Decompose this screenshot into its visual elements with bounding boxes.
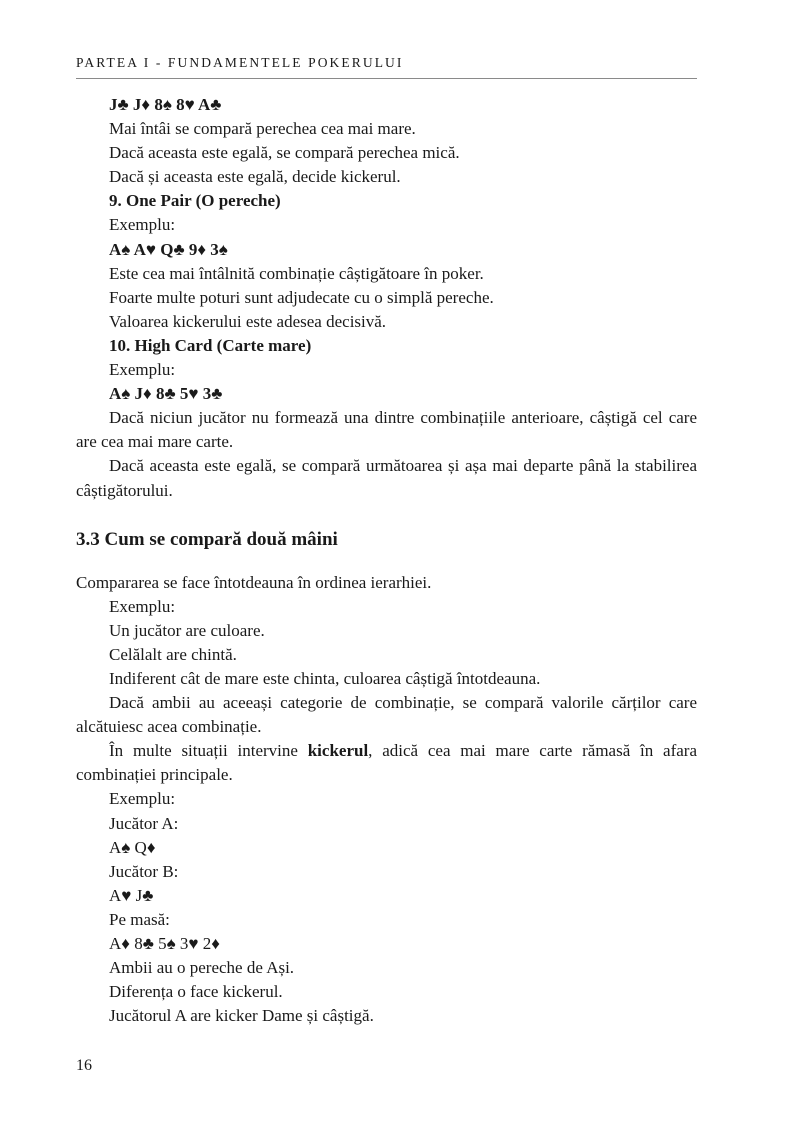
text-line: Dacă aceasta este egală, se compară perechea mică. bbox=[109, 143, 460, 163]
section-heading: 3.3 Cum se compară două mâini bbox=[76, 528, 338, 550]
body-text bbox=[76, 93, 697, 1028]
hand-example-two-pair: J♣ J♦ 8♠ 8♥ A♣ bbox=[109, 95, 222, 114]
paragraph: Dacă ambii au aceeași categorie de combinație, se compară valorile cărților care alcătuiesc acea combinație. bbox=[76, 693, 697, 737]
kicker-term: kickerul bbox=[307, 741, 369, 761]
text-line: Valoarea kickerului este adesea decisivă. bbox=[109, 311, 387, 331]
text-span: În multe situații intervine bbox=[109, 741, 308, 761]
paragraph: Dacă niciun jucător nu formează una dintre combinațiile anterioare, câștigă cel care are cea mai mare carte. bbox=[76, 408, 697, 452]
player-a-label: Jucător A: bbox=[109, 813, 179, 833]
paragraph-kicker bbox=[76, 739, 697, 787]
text-line: Foarte multe poturi sunt adjudecate cu o simplă pereche. bbox=[109, 287, 494, 307]
text-line: Este cea mai întâlnită combinație câștigătoare în poker. bbox=[109, 263, 484, 283]
text-line: Mai întâi se compară perechea cea mai mare. bbox=[109, 119, 416, 139]
subheading-high-card: 10. High Card (Carte mare) bbox=[109, 335, 312, 355]
subheading-one-pair: 9. One Pair (O pereche) bbox=[109, 191, 281, 211]
text-span: , adică cea mai mare carte rămasă în afara combinației principale. bbox=[76, 741, 697, 785]
text-line: Diferența o face kickerul. bbox=[109, 982, 283, 1002]
board-cards: A♦ 8♣ 5♠ 3♥ 2♦ bbox=[109, 934, 220, 953]
text-line: Indiferent cât de mare este chinta, culoarea câștigă întotdeauna. bbox=[109, 668, 541, 688]
running-header: PARTEA I - FUNDAMENTELE POKERULUI bbox=[76, 55, 404, 70]
player-b-hand: A♥ J♣ bbox=[109, 885, 154, 905]
hand-example-high-card: A♠ J♦ 8♣ 5♥ 3♣ bbox=[109, 384, 223, 404]
board-label: Pe masă: bbox=[109, 909, 170, 929]
example-label: Exemplu: bbox=[109, 360, 176, 380]
header-rule bbox=[76, 78, 697, 79]
text-line: Celălalt are chintă. bbox=[109, 644, 237, 664]
text-line: Dacă și aceasta este egală, decide kickerul. bbox=[109, 167, 401, 187]
example-label: Exemplu: bbox=[109, 789, 176, 809]
paragraph: Dacă aceasta este egală, se compară următoarea și așa mai departe până la stabilirea câștigătorului. bbox=[76, 456, 697, 500]
text-line: Ambii au o pereche de Ași. bbox=[109, 958, 295, 978]
player-a-hand: A♠ Q♦ bbox=[109, 837, 156, 857]
hand-example-one-pair: A♠ A♥ Q♣ 9♦ 3♠ bbox=[109, 239, 228, 259]
example-label: Exemplu: bbox=[109, 215, 176, 235]
paragraph: Compararea se face întotdeauna în ordinea ierarhiei. bbox=[76, 572, 432, 592]
player-b-label: Jucător B: bbox=[109, 861, 179, 881]
example-label: Exemplu: bbox=[109, 596, 176, 616]
text-line: Jucătorul A are kicker Dame și câștigă. bbox=[109, 1006, 374, 1026]
page-number: 16 bbox=[76, 1057, 92, 1074]
text-line: Un jucător are culoare. bbox=[109, 620, 265, 640]
